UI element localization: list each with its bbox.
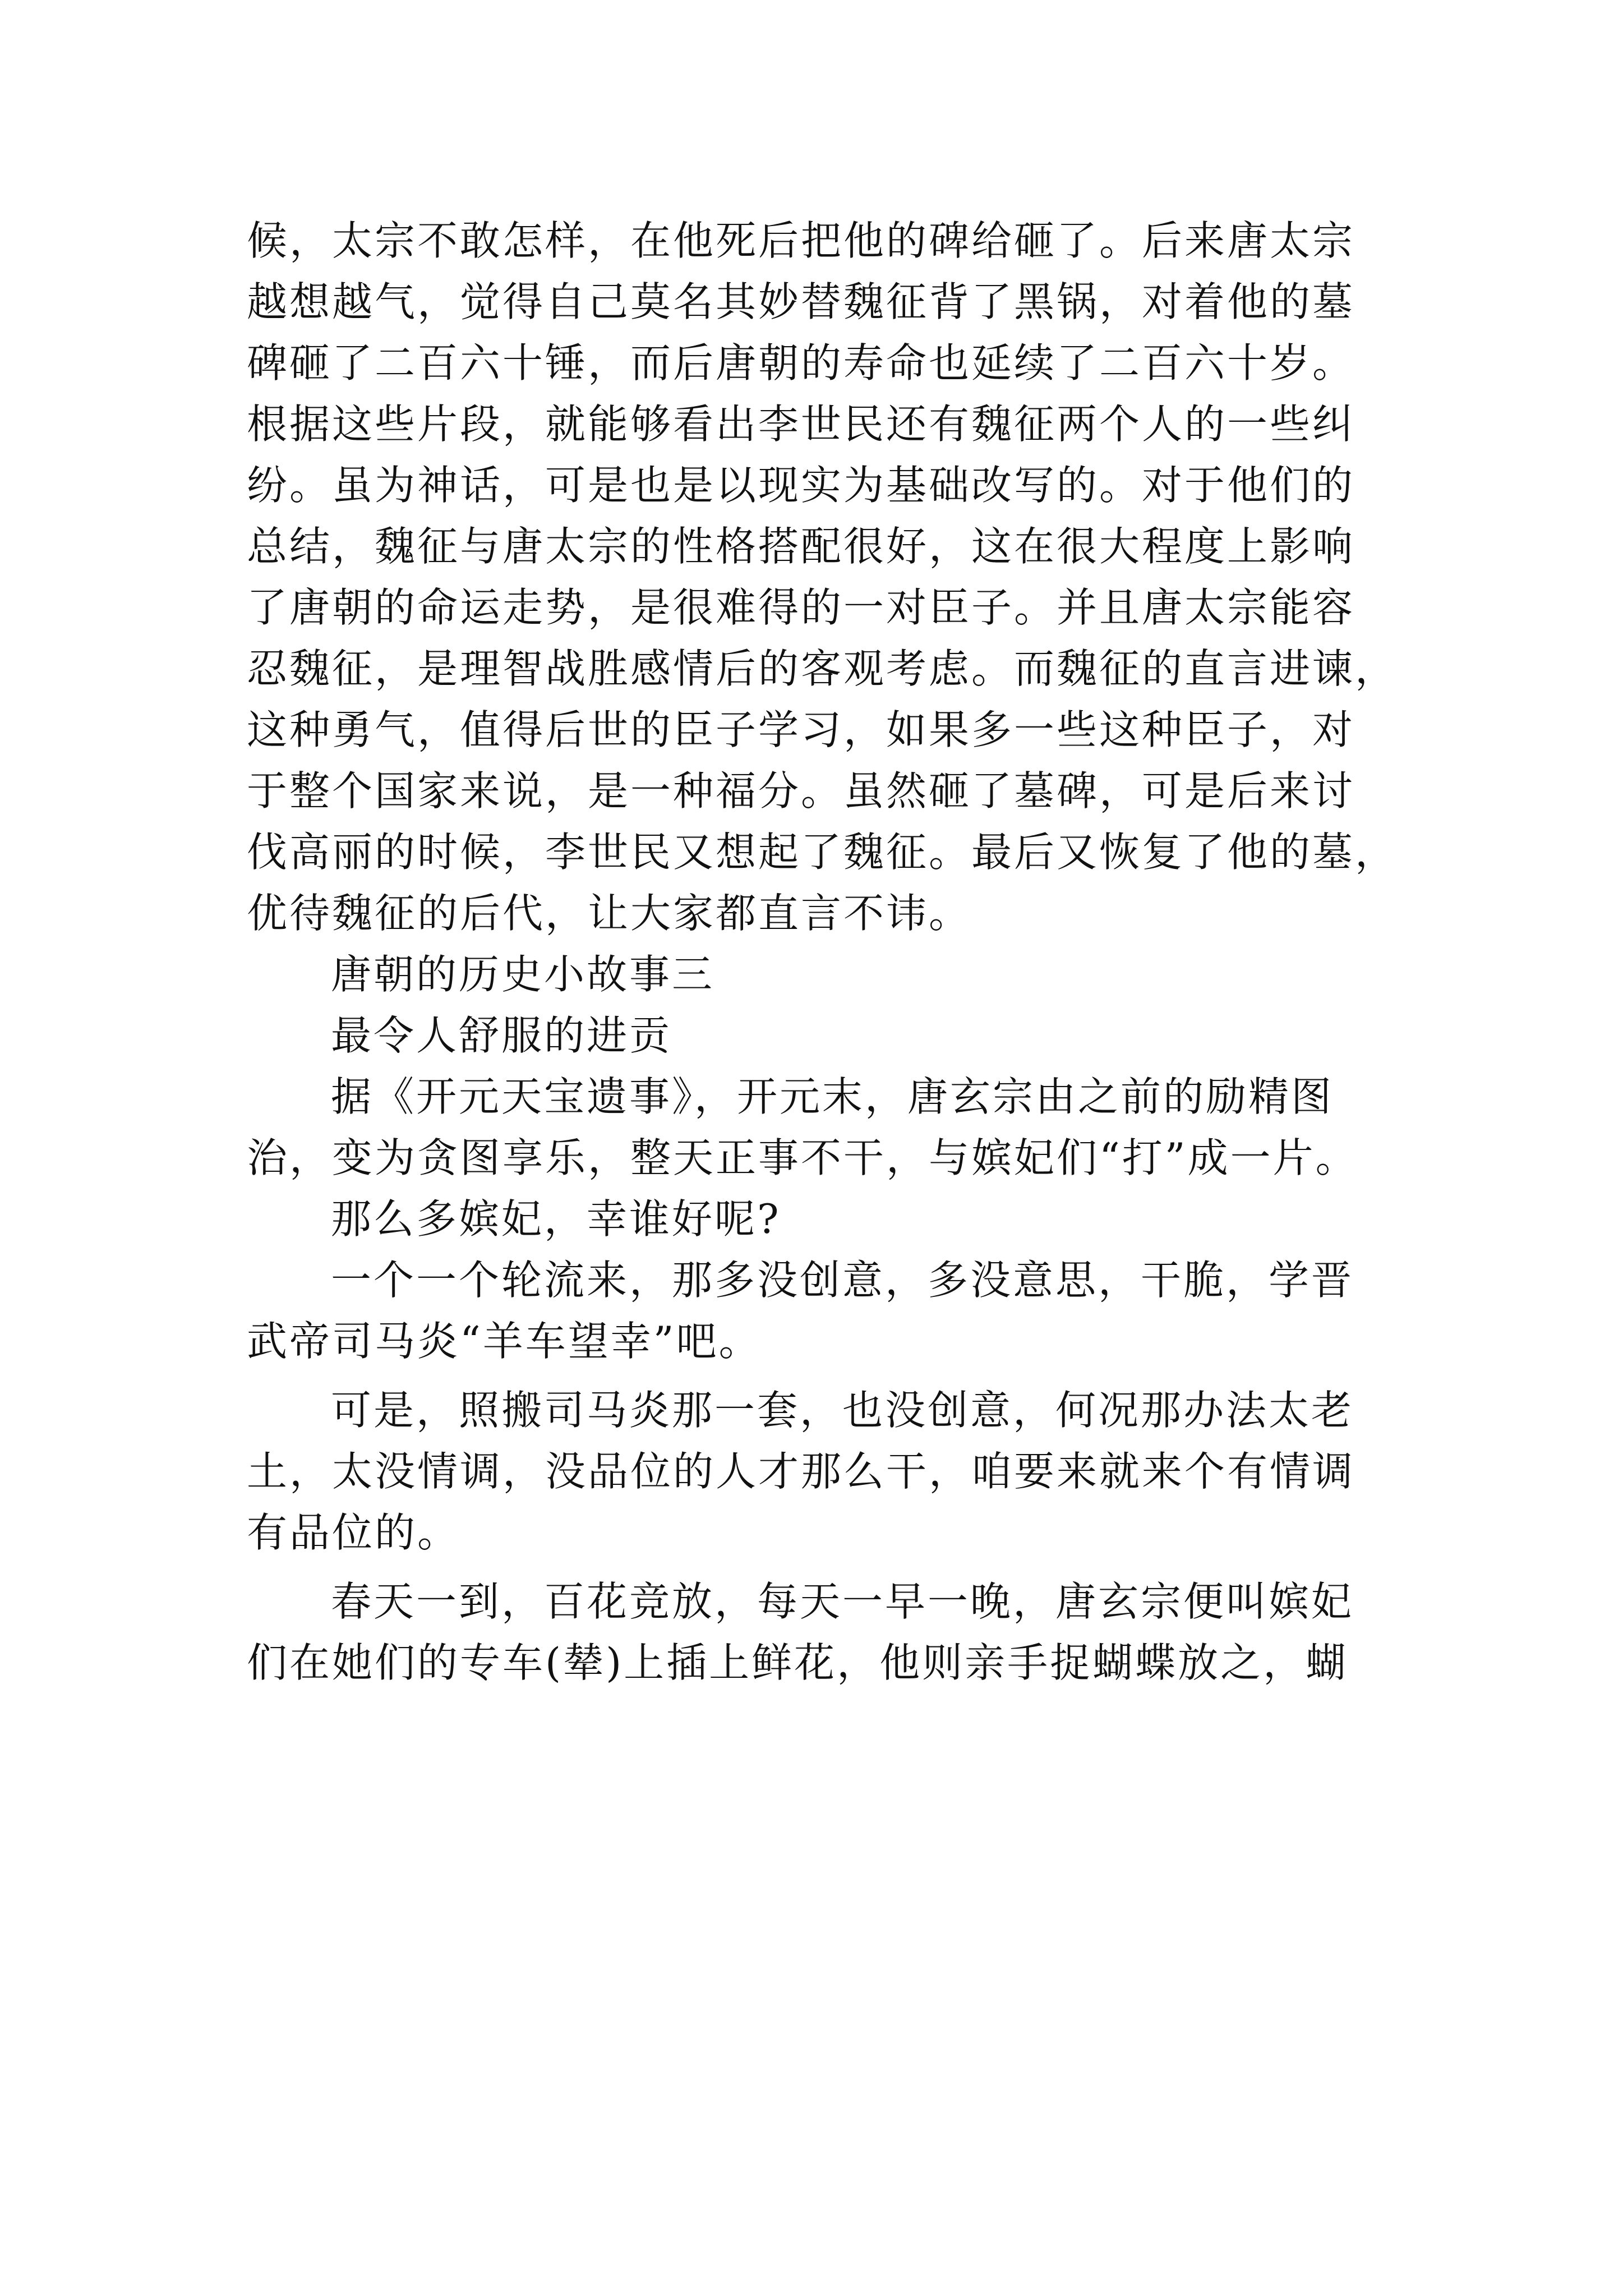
text-line: 于整个国家来说，是一种福分。虽然砸了墓碑，可是后来讨 [247, 767, 1355, 815]
story-title: 最令人舒服的进贡 [331, 1012, 672, 1059]
text-line: 了唐朝的命运走势，是很难得的一对臣子。并且唐太宗能容 [247, 584, 1355, 631]
text-line: 治，变为贪图享乐，整天正事不干，与嫔妃们“打”成一片。 [247, 1134, 1358, 1181]
text-line: 一个一个轮流来，那多没创意，多没意思，干脆，学晋 [331, 1257, 1354, 1304]
text-line: 可是，照搬司马炎那一套，也没创意，何况那办法太老 [331, 1387, 1354, 1434]
text-line: 据《开元天宝遗事》，开元末，唐玄宗由之前的励精图 [331, 1073, 1334, 1120]
document-body [247, 210, 1398, 1694]
text-line: 伐高丽的时候，李世民又想起了魏征。最后又恢复了他的墓， [247, 829, 1398, 876]
section-heading: 唐朝的历史小故事三 [331, 951, 715, 998]
text-line: 这种勇气，值得后世的臣子学习，如果多一些这种臣子，对 [247, 706, 1355, 753]
text-line: 有品位的。 [247, 1509, 460, 1556]
text-line: 土，太没情调，没品位的人才那么干，咱要来就来个有情调 [247, 1448, 1355, 1495]
text-line: 武帝司马炎“羊车望幸”吧。 [247, 1318, 762, 1365]
text-line: 纷。虽为神话，可是也是以现实为基础改写的。对于他们的 [247, 462, 1355, 509]
text-line: 那么多嫔妃，幸谁好呢? [331, 1195, 781, 1243]
text-line: 们在她们的专车(辇)上插上鲜花，他则亲手捉蝴蝶放之，蝴 [247, 1639, 1349, 1686]
text-line: 候，太宗不敢怎样，在他死后把他的碑给砸了。后来唐太宗 [247, 217, 1355, 264]
text-line: 碑砸了二百六十锤，而后唐朝的寿命也延续了二百六十岁。 [247, 339, 1355, 386]
text-line: 根据这些片段，就能够看出李世民还有魏征两个人的一些纠 [247, 401, 1355, 448]
text-line: 忍魏征，是理智战胜感情后的客观考虑。而魏征的直言进谏， [247, 645, 1398, 692]
text-line: 越想越气，觉得自己莫名其妙替魏征背了黑锅，对着他的墓 [247, 278, 1355, 325]
text-line: 总结，魏征与唐太宗的性格搭配很好，这在很大程度上影响 [247, 523, 1355, 570]
text-line: 春天一到，百花竞放，每天一早一晚，唐玄宗便叫嫔妃 [331, 1578, 1354, 1625]
text-line: 优待魏征的后代，让大家都直言不讳。 [247, 890, 972, 937]
